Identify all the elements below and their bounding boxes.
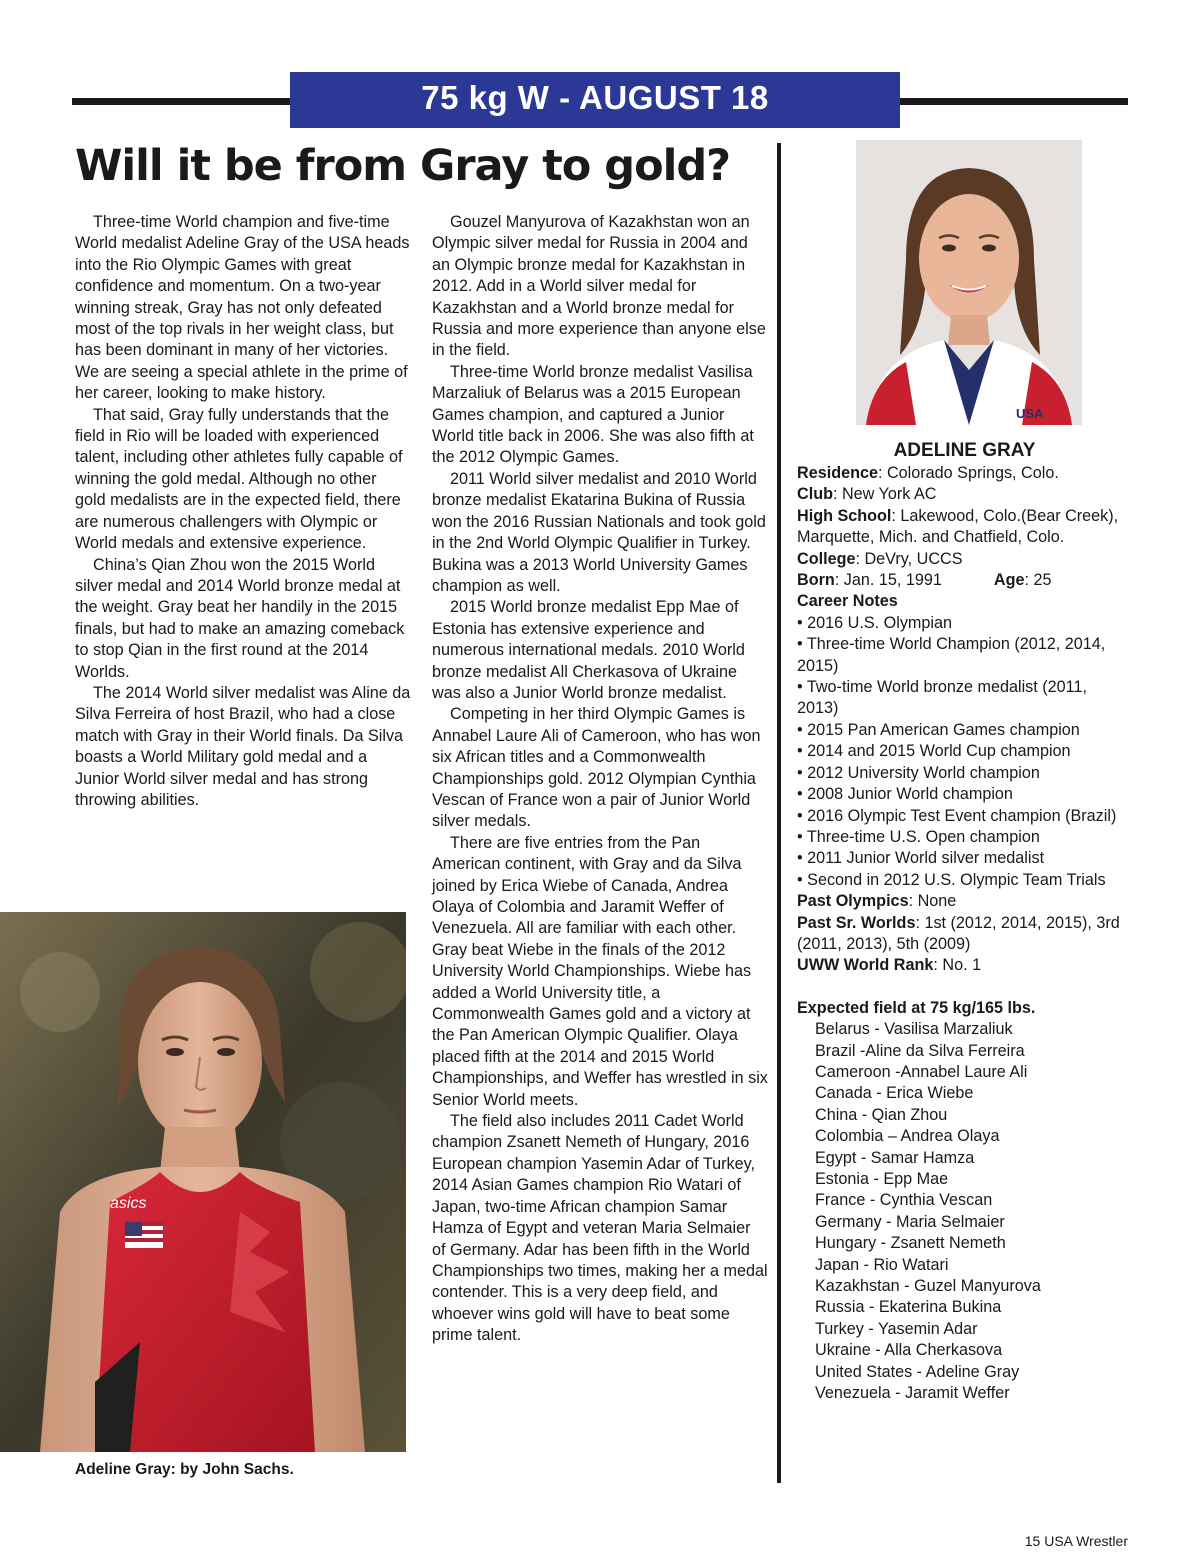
weight-class-banner: 75 kg W - AUGUST 18 (290, 72, 900, 128)
field-entry: Canada - Erica Wiebe (815, 1084, 974, 1103)
field-entry: France - Cynthia Vescan (815, 1191, 993, 1210)
field-entry: Hungary - Zsanett Nemeth (815, 1234, 1006, 1253)
field-entry: Germany - Maria Selmaier (815, 1212, 1005, 1231)
jersey-brand-text: asics (110, 1195, 147, 1212)
field-entry: Ukraine - Alla Cherkasova (815, 1341, 1003, 1360)
photo-caption: Adeline Gray: by John Sachs. (75, 1461, 294, 1478)
athlete-name: ADELINE GRAY (893, 440, 1036, 461)
header-rule-right (898, 98, 1128, 105)
profile-residence: Residence: Colorado Springs, Colo. (797, 464, 1059, 482)
athlete-portrait-photo (856, 140, 1082, 425)
athlete-profile-sidebar (797, 440, 1132, 1404)
article-paragraph: The field also includes 2011 Cadet World champion Zsanett Nemeth of Hungary, 2016 European champion Yasemin Adar of Turkey, 2014 Asian Games champion Rio Watari of Japan, two-time African champion Samar Hamza of Egypt and veteran Maria Selmaier of Germany. Adar has been fifth in the World Championships two times, making her a medal contender. This is a very deep field, and whoever wins gold will have to beat some prime talent. (432, 1112, 768, 1345)
field-entry: Egypt - Samar Hamza (815, 1148, 975, 1167)
career-note: • Second in 2012 U.S. Olympic Team Trials (797, 870, 1106, 889)
career-note: • 2008 Junior World champion (797, 785, 1013, 804)
field-entry: Belarus - Vasilisa Marzaliuk (815, 1020, 1013, 1039)
field-entry: Turkey - Yasemin Adar (815, 1319, 978, 1338)
profile-born: Born: Jan. 15, 1991 Age: 25 (797, 570, 1132, 591)
field-entry: China - Qian Zhou (815, 1105, 948, 1124)
field-entry: Estonia - Epp Mae (815, 1170, 949, 1188)
profile-high-school: High School: Lakewood, Colo.(Bear Creek), Marquette, Mich. and Chatfield, Colo. (797, 506, 1119, 547)
article-paragraph: 2011 World silver medalist and 2010 World bronze medalist Ekatarina Bukina of Russia won the 2016 Russian Nationals and took gold in the 2nd World Olympic Qualifier in Turkey. Bukina was a 2013 World University Games champion as well. (432, 469, 766, 595)
article-paragraph: Three-time World bronze medalist Vasilisa Marzaliuk of Belarus was a 2015 European Games champion, and captured a Junior World title back in 2006. She was also fifth at the 2012 Olympic Games. (432, 362, 754, 467)
field-entry: Brazil -Aline da Silva Ferreira (815, 1041, 1025, 1060)
portrait-illustration (856, 140, 1082, 425)
wrestler-illustration (0, 912, 406, 1452)
wrestler-action-photo (0, 912, 406, 1452)
article-column-2 (432, 212, 768, 1347)
profile-club: Club: New York AC (797, 485, 937, 504)
column-divider (777, 143, 781, 1483)
field-entry: Japan - Rio Watari (815, 1255, 949, 1274)
career-note: • 2011 Junior World silver medalist (797, 849, 1045, 868)
profile-world-rank: UWW World Rank: No. 1 (797, 956, 982, 975)
article-paragraph: The 2014 World silver medalist was Aline da Silva Ferreira of host Brazil, who had a close match with Gray in their World finals. Da Silva boasts a World Military gold medal and a Junior World silver medal and has strong throwing abilities. (75, 683, 411, 809)
header-rule-left (72, 98, 294, 105)
article-headline: Will it be from Gray to gold? (75, 141, 731, 191)
article-paragraph: 2015 World bronze medalist Epp Mae of Estonia has extensive experience and numerous international medals. 2010 World bronze medalist All Cherkasova of Ukraine was also a Junior World bronze medalist. (432, 598, 745, 702)
field-entry: Colombia – Andrea Olaya (815, 1127, 1000, 1146)
article-paragraph: China’s Qian Zhou won the 2015 World silver medal and 2014 World bronze medal at the weight. Gray beat her handily in the 2015 finals, but had to make an amazing comeback to stop Qian in the first round at the 2014 Worlds. (75, 555, 405, 681)
field-entry: United States - Adeline Gray (815, 1362, 1020, 1381)
field-entry: Cameroon -Annabel Laure Ali (815, 1062, 1028, 1081)
field-entry: Russia - Ekaterina Bukina (815, 1298, 1002, 1317)
profile-age: Age: 25 (993, 571, 1052, 590)
article-paragraph: Competing in her third Olympic Games is Annabel Laure Ali of Cameroon, who has won six African titles and a Commonwealth Championships gold. 2012 Olympian Cynthia Vescan of France won a pair of Junior World silver medals. (432, 705, 761, 831)
career-note: • 2015 Pan American Games champion (797, 720, 1080, 739)
page-number: 15 USA Wrestler (1024, 1533, 1128, 1549)
career-note: • Two-time World bronze medalist (2011, 2013) (797, 678, 1087, 718)
career-notes-heading: Career Notes (797, 592, 898, 611)
career-note: • 2014 and 2015 World Cup champion (797, 742, 1071, 761)
article-column-1 (75, 212, 411, 811)
spacer (797, 977, 1132, 998)
career-note: • 2016 Olympic Test Event champion (Brazil) (797, 806, 1117, 825)
expected-field-heading: Expected field at 75 kg/165 lbs. (797, 998, 1036, 1017)
career-note: • Three-time World Champion (2012, 2014, 2015) (797, 635, 1106, 675)
career-note: • 2012 University World champion (797, 763, 1040, 782)
profile-past-olympics: Past Olympics: None (797, 892, 957, 911)
profile-past-worlds: Past Sr. Worlds: 1st (2012, 2014, 2015), 3rd (2011, 2013), 5th (2009) (797, 913, 1120, 953)
career-note: • 2016 U.S. Olympian (797, 613, 953, 632)
article-paragraph: Three-time World champion and five-time World medalist Adeline Gray of the USA heads into the Rio Olympic Games with great confidence and momentum. On a two-year winning streak, Gray has not only defeated most of the top rivals in her weight class, but has been dominant in many of her victories. We are seeing a special athlete in the prime of her career, looking to make history. (75, 213, 410, 403)
article-paragraph: Gouzel Manyurova of Kazakhstan won an Olympic silver medal for Russia in 2004 and an Olympic bronze medal for Kazakhstan in 2012. Add in a World silver medal for Kazakhstan and a World bronze medal for Russia and more experience than anyone else in the field. (432, 213, 766, 360)
career-note: • Three-time U.S. Open champion (797, 827, 1040, 846)
article-paragraph: There are five entries from the Pan American continent, with Gray and da Silva joined by Erica Wiebe of Canada, Andrea Olaya of Colombia and Jaramit Weffer of Venezuela. All are familiar with each other. Gray beat Wiebe in the finals of the 2012 University World Championships. Wiebe has added a World University title, a Commonwealth Games gold and a victory at the Pan American Olympic Qualifier. Olaya placed fifth at the 2014 and 2015 World Championships, and Weffer has wrestled in six Senior World meets. (432, 833, 768, 1109)
usa-logo-text: USA (1016, 406, 1044, 421)
field-entry: Kazakhstan - Guzel Manyurova (815, 1277, 1041, 1296)
field-entry: Venezuela - Jaramit Weffer (815, 1384, 1010, 1403)
article-paragraph: That said, Gray fully understands that the field in Rio will be loaded with experienced talent, including other athletes fully capable of winning the gold medal. Although no other gold medalists are in the expected field, there are numerous challengers with Olympic or World medals and extensive experience. (75, 405, 403, 553)
profile-college: College: DeVry, UCCS (797, 549, 963, 568)
